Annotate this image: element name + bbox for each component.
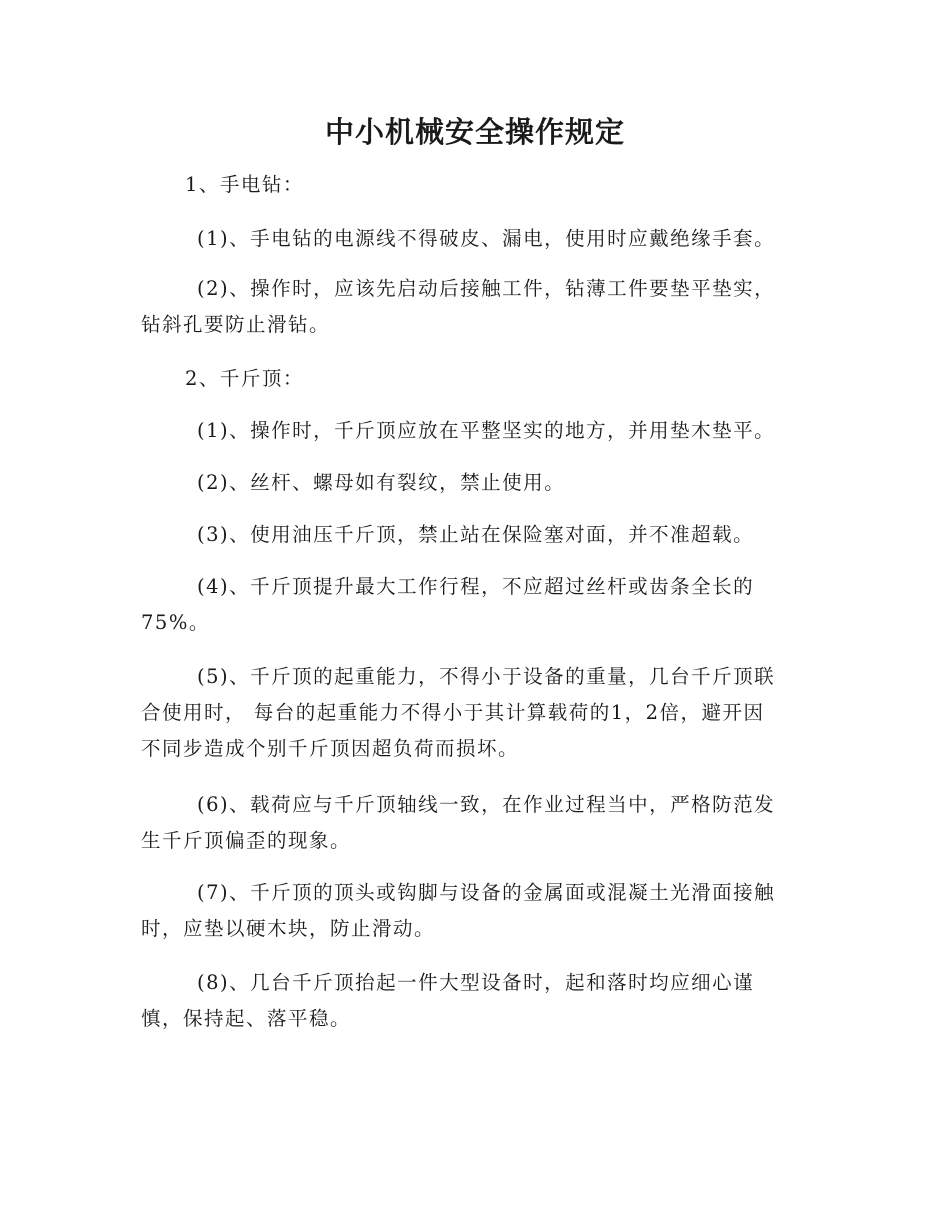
section-1-item-1 (141, 221, 801, 257)
section-2-item-8 (141, 965, 801, 1037)
text-line: (1)、操作时，千斤顶应放在平整坚实的地方，并用垫木垫平。 (197, 419, 776, 442)
section-2-item-6 (141, 787, 801, 859)
text-line: 75%。 (141, 611, 210, 634)
text-line: 2、千斤顶： (185, 367, 304, 390)
section-2-item-4 (141, 569, 801, 641)
section-1-item-2 (141, 271, 801, 343)
text-line: (2)、丝杆、螺母如有裂纹，禁止使用。 (197, 471, 566, 494)
text-line: (8)、几台千斤顶抬起一件大型设备时，起和落时均应细心谨 (197, 971, 755, 994)
text-line: 生千斤顶偏歪的现象。 (141, 829, 352, 852)
text-line: 慎，保持起、落平稳。 (141, 1007, 352, 1030)
text-line: 合使用时， 每台的起重能力不得小于其计算载荷的1，2倍，避开因 (141, 701, 765, 724)
text-line: 时，应垫以硬木块，防止滑动。 (141, 917, 436, 940)
section-2-item-5 (141, 659, 801, 767)
section-1-heading (141, 167, 801, 203)
text-line: (1)、手电钻的电源线不得破皮、漏电，使用时应戴绝缘手套。 (197, 227, 776, 250)
text-line: (3)、使用油压千斤顶，禁止站在保险塞对面，并不准超载。 (197, 523, 755, 546)
text-line: 不同步造成个别千斤顶因超负荷而损坏。 (141, 737, 520, 760)
section-2-item-1 (141, 413, 801, 449)
text-line: (5)、千斤顶的起重能力，不得小于设备的重量，几台千斤顶联 (197, 665, 776, 688)
text-line: (4)、千斤顶提升最大工作行程，不应超过丝杆或齿条全长的 (197, 575, 755, 598)
text-line: 钻斜孔要防止滑钻。 (141, 313, 331, 336)
section-2-item-3 (141, 517, 801, 553)
section-2-heading (141, 361, 801, 397)
section-2-item-2 (141, 465, 801, 501)
text-line: (6)、载荷应与千斤顶轴线一致，在作业过程当中，严格防范发 (197, 793, 776, 816)
section-2-item-7 (141, 875, 801, 947)
text-line: (7)、千斤顶的顶头或钩脚与设备的金属面或混凝土光滑面接触 (197, 881, 776, 904)
text-line: 1、手电钻： (185, 173, 304, 196)
document-title: 中小机械安全操作规定 (324, 115, 625, 149)
text-line: (2)、操作时，应该先启动后接触工件，钻薄工件要垫平垫实， (197, 277, 776, 300)
